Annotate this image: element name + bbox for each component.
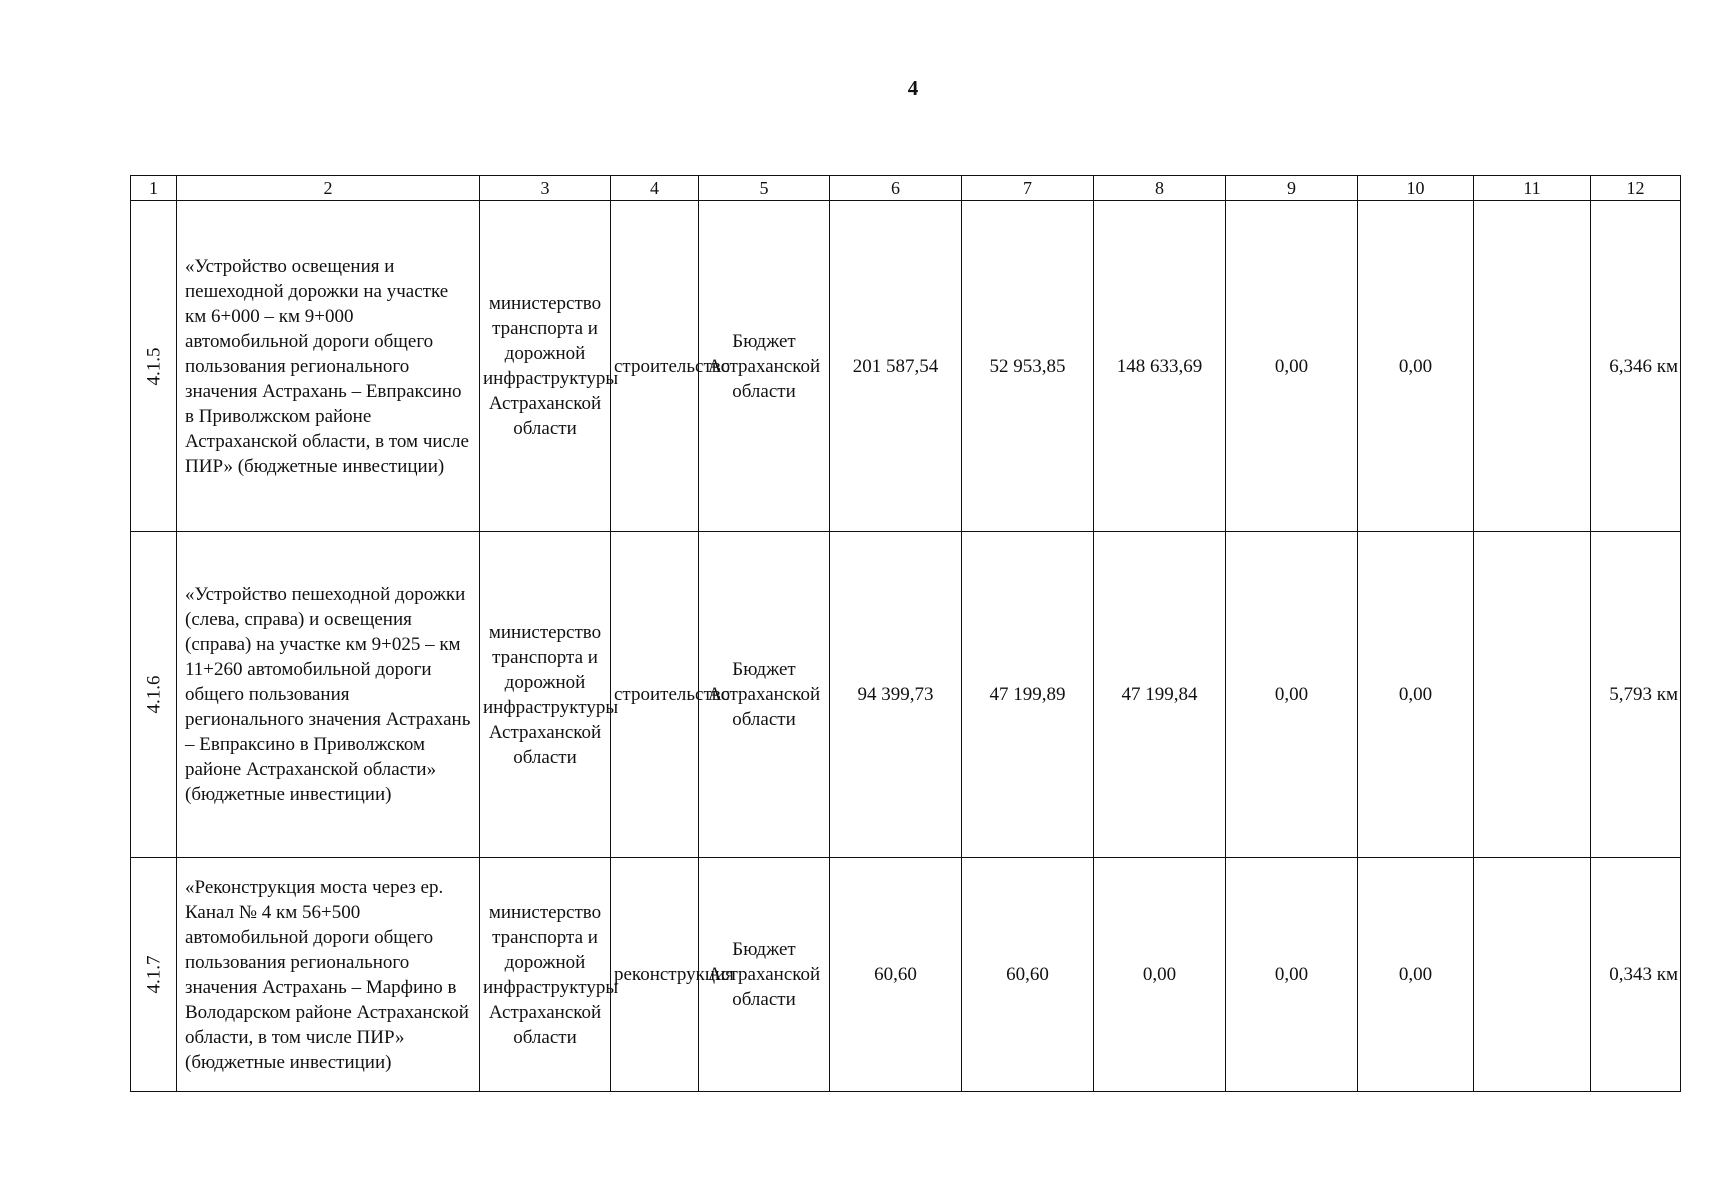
column-header: 3 bbox=[480, 176, 611, 201]
work-type-cell: строительство bbox=[611, 532, 699, 858]
amount-cell: 0,00 bbox=[1358, 858, 1474, 1092]
page-number: 4 bbox=[907, 76, 919, 100]
length-cell: 5,793 км bbox=[1591, 532, 1681, 858]
row-id-cell bbox=[131, 532, 177, 858]
column-header: 2 bbox=[177, 176, 480, 201]
empty-cell bbox=[1474, 201, 1591, 532]
amount-cell: 94 399,73 bbox=[830, 532, 962, 858]
amount-cell: 0,00 bbox=[1226, 532, 1358, 858]
empty-cell bbox=[1474, 858, 1591, 1092]
amount-cell: 0,00 bbox=[1358, 532, 1474, 858]
column-header: 11 bbox=[1474, 176, 1591, 201]
amount-cell: 0,00 bbox=[1094, 858, 1226, 1092]
description-cell: «Реконструкция моста через ер. Канал № 4 км 56+500 автомобильной дороги общего пользования регионального значения Астрахань – Марфино в Володарском районе Астраханской области, в том числе ПИР» (бюджетные инвестиции) bbox=[177, 858, 480, 1092]
amount-cell: 60,60 bbox=[830, 858, 962, 1092]
column-header: 12 bbox=[1591, 176, 1681, 201]
amount-cell: 148 633,69 bbox=[1094, 201, 1226, 532]
column-header: 5 bbox=[699, 176, 830, 201]
header-row bbox=[131, 176, 1681, 201]
amount-cell: 60,60 bbox=[962, 858, 1094, 1092]
amount-cell: 201 587,54 bbox=[830, 201, 962, 532]
work-type-cell: строительство bbox=[611, 201, 699, 532]
description-cell: «Устройство пешеходной дорожки (слева, справа) и освещения (справа) на участке км 9+025 – км 11+260 автомобильной дороги общего пользования регионального значения Астрахань – Евпраксино в Приволжском районе Астраханской области» (бюджетные инвестиции) bbox=[177, 532, 480, 858]
column-header: 4 bbox=[611, 176, 699, 201]
funding-source-cell: Бюджет Астраханской области bbox=[699, 532, 830, 858]
amount-cell: 0,00 bbox=[1226, 201, 1358, 532]
data-table bbox=[130, 175, 1681, 1092]
work-type-cell: реконструкция bbox=[611, 858, 699, 1092]
funding-source-cell: Бюджет Астраханской области bbox=[699, 201, 830, 532]
amount-cell: 0,00 bbox=[1226, 858, 1358, 1092]
row-id: 4.1.5 bbox=[143, 347, 164, 385]
row-id-cell bbox=[131, 201, 177, 532]
column-header: 10 bbox=[1358, 176, 1474, 201]
column-header: 1 bbox=[131, 176, 177, 201]
amount-cell: 52 953,85 bbox=[962, 201, 1094, 532]
executor-cell: министерство транспорта и дорожной инфраструктуры Астраханской области bbox=[480, 201, 611, 532]
column-header: 9 bbox=[1226, 176, 1358, 201]
table-row bbox=[131, 532, 1681, 858]
description-cell: «Устройство освещения и пешеходной дорожки на участке км 6+000 – км 9+000 автомобильной дороги общего пользования регионального значения Астрахань – Евпраксино в Приволжском районе Астраханской области, в том числе ПИР» (бюджетные инвестиции) bbox=[177, 201, 480, 532]
column-header: 8 bbox=[1094, 176, 1226, 201]
empty-cell bbox=[1474, 532, 1591, 858]
amount-cell: 47 199,84 bbox=[1094, 532, 1226, 858]
length-cell: 0,343 км bbox=[1591, 858, 1681, 1092]
amount-cell: 47 199,89 bbox=[962, 532, 1094, 858]
table-row bbox=[131, 858, 1681, 1092]
column-header: 6 bbox=[830, 176, 962, 201]
row-id: 4.1.7 bbox=[143, 955, 164, 994]
funding-source-cell: Бюджет Астраханской области bbox=[699, 858, 830, 1092]
table-row bbox=[131, 201, 1681, 532]
column-header: 7 bbox=[962, 176, 1094, 201]
executor-cell: министерство транспорта и дорожной инфраструктуры Астраханской области bbox=[480, 858, 611, 1092]
amount-cell: 0,00 bbox=[1358, 201, 1474, 532]
row-id: 4.1.6 bbox=[143, 675, 164, 714]
row-id-cell bbox=[131, 858, 177, 1092]
length-cell: 6,346 км bbox=[1591, 201, 1681, 532]
executor-cell: министерство транспорта и дорожной инфраструктуры Астраханской области bbox=[480, 532, 611, 858]
